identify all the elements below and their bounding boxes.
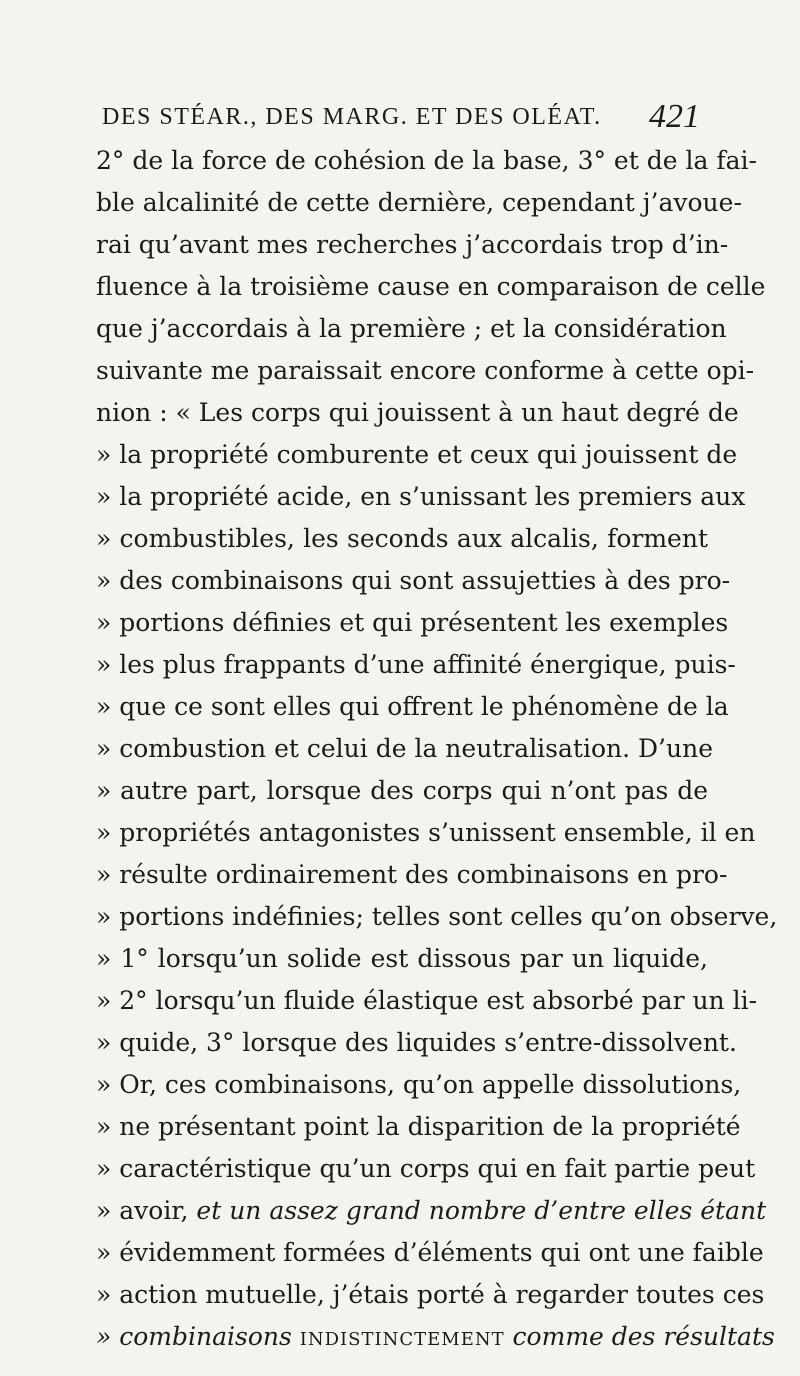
text-line: » évidemment formées d’éléments qui ont une faible xyxy=(96,1238,764,1267)
text-line: » autre part, lorsque des corps qui n’ont pas de xyxy=(96,776,708,805)
italic-segment: et un assez grand nombre d’entre elles étant xyxy=(196,1196,767,1225)
text-line: » que ce sont elles qui offrent le phénomène de la xyxy=(96,692,729,721)
text-line: » portions indéfinies; telles sont celles qu’on observe, xyxy=(96,902,778,931)
text-line: » Or, ces combinaisons, qu’on appelle dissolutions, xyxy=(96,1070,742,1099)
text-line: que j’accordais à la première ; et la considération xyxy=(96,314,727,343)
text-line: » ne présentant point la disparition de la propriété xyxy=(96,1112,741,1141)
text-line: suivante me paraissait encore conforme à cette opi- xyxy=(96,356,755,385)
text-line: 2° de la force de cohésion de la base, 3° et de la fai- xyxy=(96,146,757,175)
text-line: » action mutuelle, j’étais porté à regarder toutes ces xyxy=(96,1280,765,1309)
text-line: » propriétés antagonistes s’unissent ensemble, il en xyxy=(96,818,756,847)
italic-segment: comme des résultats xyxy=(504,1322,775,1351)
italic-segment: » combinaisons xyxy=(96,1322,300,1351)
text-line: » 2° lorsqu’un fluide élastique est absorbé par un li- xyxy=(96,986,758,1015)
small-caps-segment: indistinctement xyxy=(299,1322,505,1351)
page-number: 421 xyxy=(649,98,700,135)
text-line: » la propriété acide, en s’unissant les premiers aux xyxy=(96,482,746,511)
text-line: » résulte ordinairement des combinaisons en pro- xyxy=(96,860,728,889)
text-line: » caractéristique qu’un corps qui en fait partie peut xyxy=(96,1154,756,1183)
text-line xyxy=(96,1190,767,1232)
text-line: » les plus frappants d’une affinité énergique, puis- xyxy=(96,650,736,679)
page-header xyxy=(102,98,700,144)
text-line xyxy=(96,1316,775,1358)
text-segment: » avoir, xyxy=(96,1196,197,1225)
text-line: nion : « Les corps qui jouissent à un haut degré de xyxy=(96,398,739,427)
text-line: » la propriété comburente et ceux qui jouissent de xyxy=(96,440,738,469)
text-line: » combustion et celui de la neutralisation. D’une xyxy=(96,734,713,763)
text-line: ble alcalinité de cette dernière, cependant j’avoue- xyxy=(96,188,742,217)
text-line: fluence à la troisième cause en comparaison de celle xyxy=(96,272,766,301)
text-line: » combustibles, les seconds aux alcalis, forment xyxy=(96,524,708,553)
text-line: » portions définies et qui présentent les exemples xyxy=(96,608,729,637)
text-line: » quide, 3° lorsque des liquides s’entre-dissolvent. xyxy=(96,1028,737,1057)
text-line: » 1° lorsqu’un solide est dissous par un liquide, xyxy=(96,944,708,973)
running-head: DES STÉAR., DES MARG. ET DES OLÉAT. xyxy=(102,104,602,130)
body-text xyxy=(96,140,778,1358)
text-line: rai qu’avant mes recherches j’accordais trop d’in- xyxy=(96,230,729,259)
text-line: » des combinaisons qui sont assujetties à des pro- xyxy=(96,566,731,595)
